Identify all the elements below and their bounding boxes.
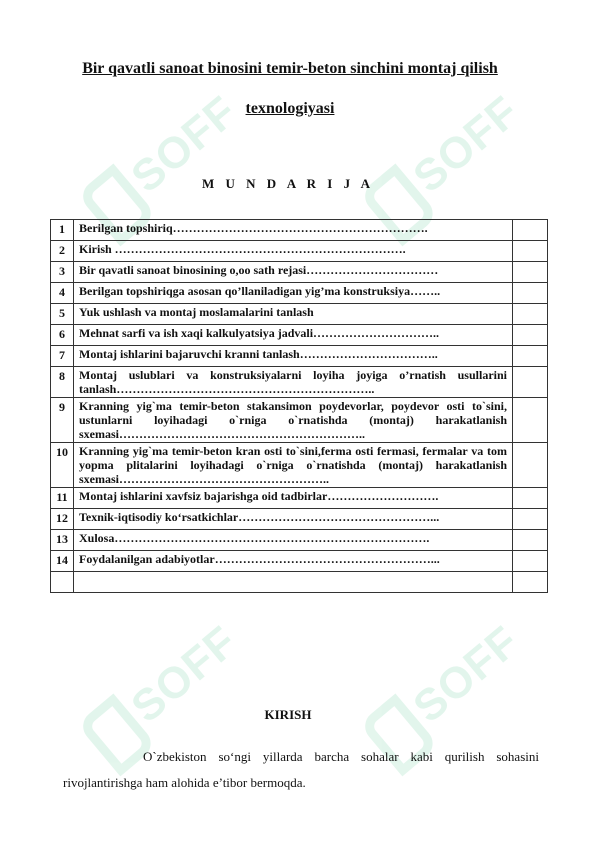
contents-row-number: 6 xyxy=(51,325,74,346)
contents-row-number: 1 xyxy=(51,220,74,241)
contents-row-title: Bir qavatli sanoat binosining o,oo sath rejasi…………………………… xyxy=(74,262,513,283)
contents-row-page xyxy=(513,262,548,283)
contents-row xyxy=(51,530,548,551)
contents-row-number: 5 xyxy=(51,304,74,325)
contents-heading: M U N D A R I J A xyxy=(201,176,374,191)
contents-row xyxy=(51,241,548,262)
contents-row-title: Mehnat sarfi va ish xaqi kalkulyatsiya jadvali………………………….. xyxy=(74,325,513,346)
watermark-logo: SOFF xyxy=(359,82,537,247)
contents-row-number: 11 xyxy=(51,488,74,509)
contents-row xyxy=(51,551,548,572)
contents-row-number: 10 xyxy=(51,443,74,488)
contents-row xyxy=(51,572,548,593)
intro-paragraph-text: O`zbekiston so‘ngi yillarda barcha sohalar kabi qurilish sohasini rivojlantirishga ham alohida e’tibor bermoqda. xyxy=(63,749,539,790)
contents-row xyxy=(51,325,548,346)
contents-row-title: Yuk ushlash va montaj moslamalarini tanlash xyxy=(74,304,513,325)
contents-row xyxy=(51,509,548,530)
contents-row xyxy=(51,283,548,304)
contents-row-page xyxy=(513,530,548,551)
watermark-logo: SOFF xyxy=(77,612,255,777)
contents-table xyxy=(50,219,548,593)
contents-row xyxy=(51,304,548,325)
contents-row-title: Berilgan topshiriq………………………………………………………. xyxy=(74,220,513,241)
contents-row-number: 3 xyxy=(51,262,74,283)
contents-row-page xyxy=(513,551,548,572)
contents-row-title: Montaj ishlarini bajaruvchi kranni tanlash…………………………….. xyxy=(74,346,513,367)
document-title-line1: Bir qavatli sanoat binosini temir-beton sinchini montaj qilish xyxy=(82,60,498,77)
contents-row-title: Berilgan topshiriqga asosan qo’llaniladigan yig’ma konstruksiya…….. xyxy=(74,283,513,304)
contents-row-page xyxy=(513,398,548,443)
contents-row xyxy=(51,346,548,367)
contents-row xyxy=(51,443,548,488)
contents-row-number: 7 xyxy=(51,346,74,367)
contents-row-title: Montaj ishlarini xavfsiz bajarishga oid tadbirlar………………………. xyxy=(74,488,513,509)
contents-row-number: 4 xyxy=(51,283,74,304)
contents-row-page xyxy=(513,488,548,509)
contents-row-page xyxy=(513,241,548,262)
contents-row-title: Texnik-iqtisodiy ko‘rsatkichlar…………………………………………... xyxy=(74,509,513,530)
contents-row-number: 8 xyxy=(51,367,74,398)
contents-row-title: Xulosa……………………………………………………………………. xyxy=(74,530,513,551)
contents-row-number: 13 xyxy=(51,530,74,551)
contents-row-page xyxy=(513,572,548,593)
contents-row-page xyxy=(513,443,548,488)
contents-row-title: Montaj uslublari va konstruksiyalarni loyiha joyiga o’rnatish usullarini tanlash……………………………………………………….. xyxy=(74,367,513,398)
document-title-line2: texnologiyasi xyxy=(245,100,335,117)
contents-row-page xyxy=(513,346,548,367)
contents-row-title: Kranning yig`ma temir-beton kran osti to`sini,ferma osti fermasi, fermalar va tom yopma plitalarini loyihadagi o`rniga o`rnatishda (montaj) harakatlanish sxemasi…………………………………………….. xyxy=(74,443,513,488)
contents-row xyxy=(51,220,548,241)
contents-row-page xyxy=(513,325,548,346)
contents-row-number: 9 xyxy=(51,398,74,443)
contents-row-title xyxy=(74,572,513,593)
watermark-logo: SOFF xyxy=(77,82,255,247)
contents-row-number: 14 xyxy=(51,551,74,572)
contents-row-title: Kirish ………………………………………………………………. xyxy=(74,241,513,262)
intro-paragraph xyxy=(63,744,539,796)
contents-row xyxy=(51,367,548,398)
contents-row-title: Foydalanilgan adabiyotlar………………………………………………... xyxy=(74,551,513,572)
contents-row xyxy=(51,398,548,443)
contents-row-page xyxy=(513,283,548,304)
contents-row-page xyxy=(513,304,548,325)
contents-row-page xyxy=(513,509,548,530)
contents-row-page xyxy=(513,220,548,241)
watermark-logo: SOFF xyxy=(359,612,537,777)
intro-heading: KIRISH xyxy=(264,707,312,722)
contents-row-number xyxy=(51,572,74,593)
contents-row-number: 12 xyxy=(51,509,74,530)
contents-row xyxy=(51,262,548,283)
contents-row-number: 2 xyxy=(51,241,74,262)
contents-row xyxy=(51,488,548,509)
contents-row-page xyxy=(513,367,548,398)
contents-row-title: Kranning yig`ma temir-beton stakansimon poydevorlar, poydevor osti to`sini, ustunlarni loyihadagi o`rniga o`rnatishda (montaj) harakatlanish sxemasi…………………………………………………….. xyxy=(74,398,513,443)
